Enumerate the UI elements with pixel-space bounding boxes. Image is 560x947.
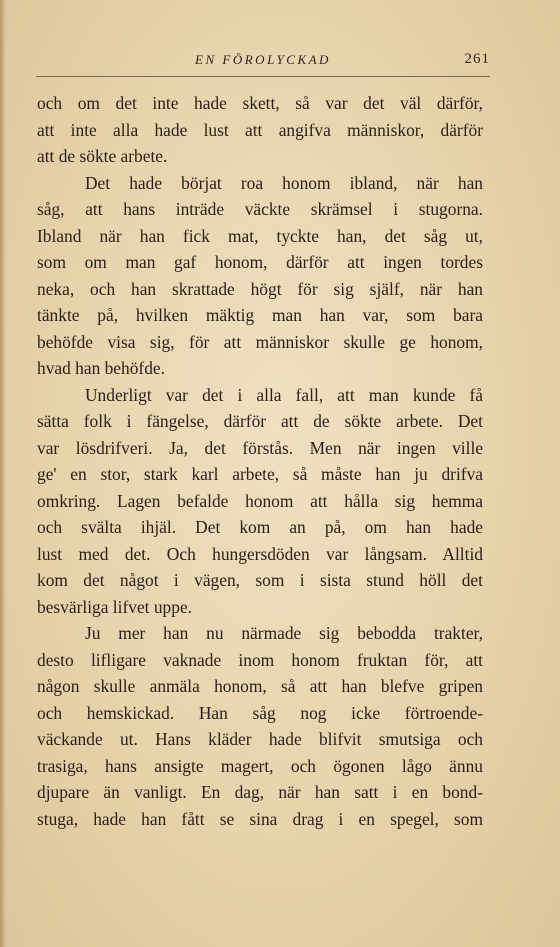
text-line: och om det inte hade skett, så var det väl därför, bbox=[37, 93, 483, 113]
header-rule bbox=[36, 76, 490, 77]
text-line: någon skulle anmäla honom, så att han blefve gripen bbox=[37, 676, 483, 696]
text-line: Ibland när han fick mat, tyckte han, det såg ut, bbox=[37, 225, 483, 246]
page-number: 261 bbox=[464, 51, 490, 67]
text-line: stuga, hade han fått se sina drag i en spegel, som bbox=[37, 808, 483, 829]
text-line: Underligt var det i alla fall, att man kunde få bbox=[85, 384, 483, 405]
page-header bbox=[36, 52, 490, 72]
text-line: neka, och han skrattade högt för sig själf, när han bbox=[37, 278, 483, 299]
text-line: behöfde visa sig, för att människor skulle ge honom, bbox=[37, 331, 483, 352]
text-line: som om man gaf honom, därför att ingen tordes bbox=[37, 252, 483, 272]
text-line: hvad han behöfde. bbox=[37, 358, 165, 378]
text-line: var lösdrifveri. Ja, det förstås. Men när ingen ville bbox=[37, 437, 483, 458]
text-line: såg, att hans inträde väckte skrämsel i stugorna. bbox=[37, 199, 483, 219]
text-line: sätta folk i fängelse, därför att de sökte arbete. Det bbox=[37, 411, 483, 431]
text-line: och svälta ihjäl. Det kom an på, om han hade bbox=[37, 517, 483, 537]
text-line: att inte alla hade lust att angifva människor, därför bbox=[37, 119, 483, 140]
text-line: och hemskickad. Han såg nog icke förtroende- bbox=[37, 702, 483, 723]
text-line: kom det något i vägen, som i sista stund höll det bbox=[37, 570, 483, 590]
text-line: väckande ut. Hans kläder hade blifvit smutsiga och bbox=[37, 729, 483, 749]
text-line: besvärliga lifvet uppe. bbox=[37, 596, 193, 617]
text-line: desto lifligare vaknade inom honom fruktan för, att bbox=[37, 649, 483, 670]
text-line: Det hade börjat roa honom ibland, när han bbox=[85, 172, 483, 193]
text-line: tänkte på, hvilken mäktig man han var, som bara bbox=[37, 305, 483, 325]
text-line: ge' en stor, stark karl arbete, så måste han ju drifva bbox=[37, 464, 483, 484]
text-line: djupare än vanligt. En dag, när han satt i en bond- bbox=[37, 782, 483, 802]
page-spine-shadow bbox=[0, 0, 6, 947]
text-line: lust med det. Och hungersdöden var långsam. Alltid bbox=[37, 543, 483, 564]
text-line: Ju mer han nu närmade sig bebodda trakter, bbox=[85, 623, 483, 643]
text-line: trasiga, hans ansigte magert, och ögonen lågo ännu bbox=[37, 755, 483, 776]
text-line: omkring. Lagen befalde honom att hålla sig hemma bbox=[37, 490, 483, 511]
running-title: EN FÖROLYCKAD bbox=[195, 52, 331, 67]
text-line: att de sökte arbete. bbox=[37, 146, 168, 166]
body-text bbox=[37, 90, 483, 832]
